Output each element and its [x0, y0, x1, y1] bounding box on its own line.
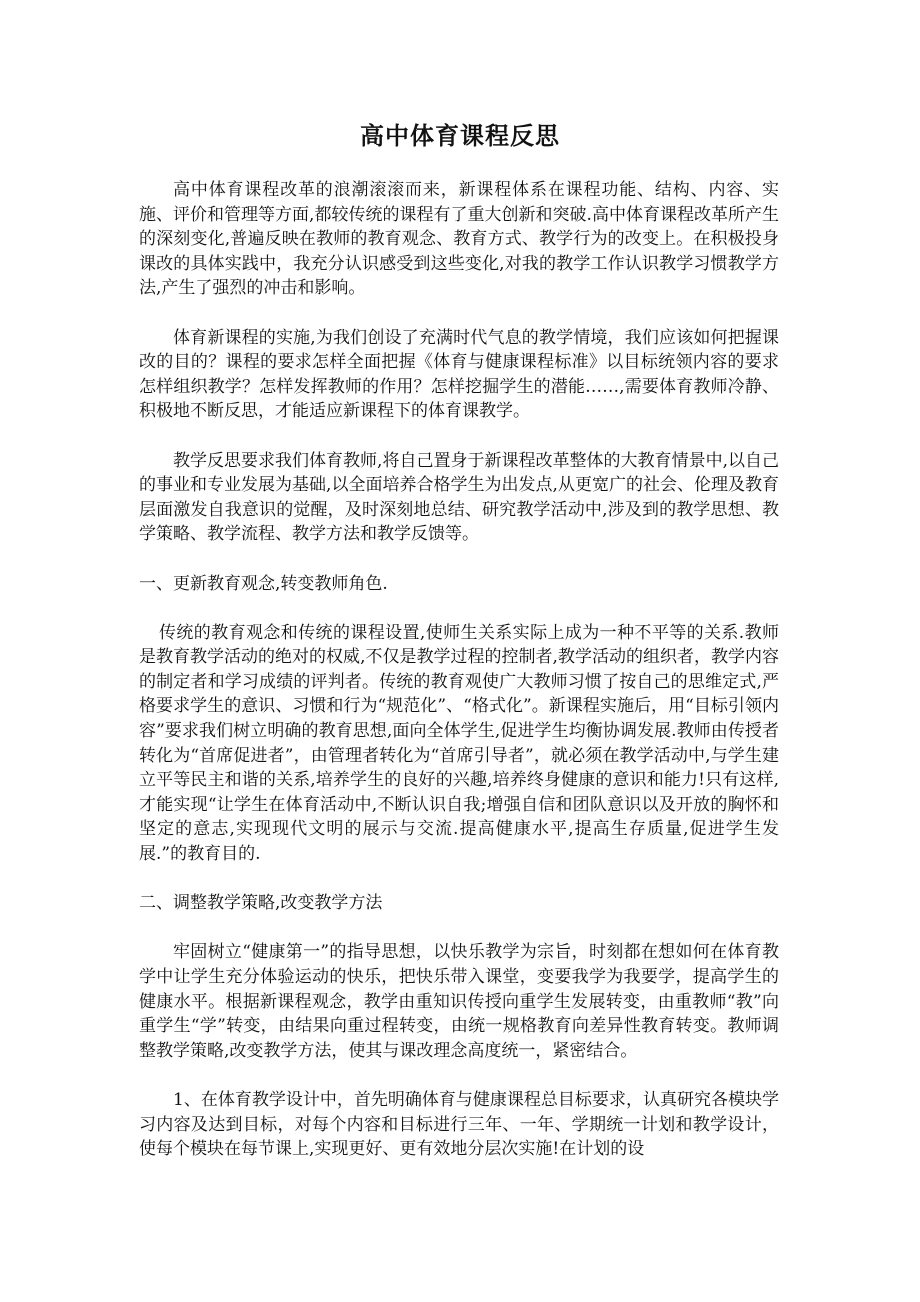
- paragraph-gap: [139, 424, 779, 449]
- paragraph-teaching-strategy: 牢固树立“健康第一”的指导思想，以快乐教学为宗旨，时刻都在想如何在体育教学中让学生充分体验运动的快乐，把快乐带入课堂，变要我学为我要学，提高学生的健康水平。根据新课程观念，教学由重知识传授向重学生发展转变，由重教师“教”向重学生“学”转变，由结果向重过程转变，由统一规格教育向差异性教育转变。教师调整教学策略,改变教学方法，使其与课改理念高度统一，紧密结合。: [139, 942, 779, 1061]
- paragraph-gap: [139, 596, 779, 621]
- paragraph-gap: [139, 301, 779, 326]
- section-heading-1: 一、更新教育观念,转变教师角色.: [139, 573, 388, 594]
- paragraph-gap: [139, 916, 779, 941]
- paragraph-intro: 高中体育课程改革的浪潮滚滚而来，新课程体系在课程功能、结构、内容、实施、评价和管理等方面,都较传统的课程有了重大创新和突破.高中体育课程改革所产生的深刻变化,普遍反映在教师的教育观念、教育方式、教学行为的改变上。在积极投身课改的具体实践中，我充分认识感受到这些变化,对我的教学工作认识教学习惯教学方法,产生了强烈的冲击和影响。: [139, 180, 779, 299]
- section-heading-2: 二、调整教学策略,改变教学方法: [139, 893, 383, 914]
- paragraph-gap: [139, 867, 779, 892]
- document-title: 高中体育课程反思: [360, 121, 560, 150]
- paragraph-new-curriculum: 体育新课程的实施,为我们创设了充满时代气息的教学情境，我们应该如何把握课改的目的？课程的要求怎样全面把握《体育与健康课程标准》以目标统领内容的要求怎样组织教学？怎样发挥教师的作用？怎样挖掘学生的潜能……,需要体育教师冷静、积极地不断反思，才能适应新课程下的体育课教学。: [139, 327, 779, 422]
- paragraph-reflection: 教学反思要求我们体育教师,将自己置身于新课程改革整体的大教育情景中,以自己的事业和专业发展为基础,以全面培养合格学生为出发点,从更宽广的社会、伦理及教育层面激发自我意识的觉醒，及时深刻地总结、研究教学活动中,涉及到的教学思想、教学策略、教学流程、教学方法和教学反馈等。: [139, 450, 779, 545]
- paragraph-teacher-role: 传统的教育观念和传统的课程设置,使师生关系实际上成为一种不平等的关系.教师是教育教学活动的绝对的权威,不仅是教学过程的控制者,教学活动的组织者，教学内容的制定者和学习成绩的评判者。传统的教育观使广大教师习惯了按自己的思维定式,严格要求学生的意识、习惯和行为“规范化”、“格式化”。新课程实施后，用“目标引领内容”要求我们树立明确的教育思想,面向全体学生,促进学生均衡协调发展.教师由传授者转化为“首席促进者”，由管理者转化为“首席引导者”，就必须在教学活动中,与学生建立平等民主和谐的关系,培养学生的良好的兴趣,培养终身健康的意识和能力!只有这样,才能实现“让学生在体育活动中,不断认识自我;增强自信和团队意识以及开放的胸怀和坚定的意志,实现现代文明的展示与交流.提高健康水平,提高生存质量,促进学生发展.”的教育目的.: [139, 622, 779, 865]
- paragraph-gap: [139, 547, 779, 572]
- document-body: [139, 178, 779, 1162]
- paragraph-gap: [139, 1063, 779, 1088]
- paragraph-item-1: 1、在体育教学设计中，首先明确体育与健康课程总目标要求，认真研究各模块学习内容及达到目标，对每个内容和目标进行三年、一年、学期统一计划和教学设计，使每个模块在每节课上,实现更好、更有效地分层次实施!在计划的设: [139, 1089, 779, 1160]
